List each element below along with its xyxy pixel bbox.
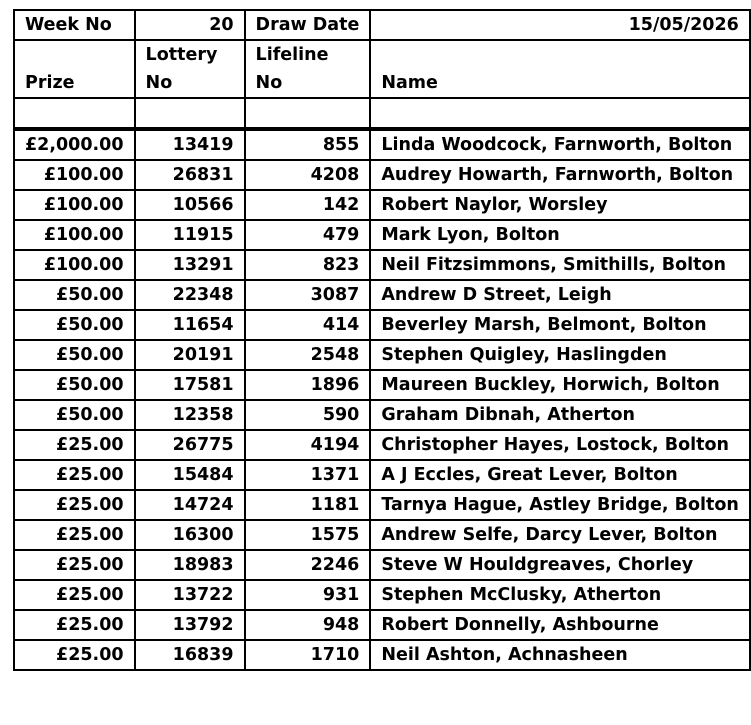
lottery-no-cell: 15484	[135, 460, 245, 490]
lifeline-no-cell: 4208	[245, 160, 371, 190]
draw-date-value: 15/05/2026	[370, 10, 749, 40]
name-cell: Robert Donnelly, Ashbourne	[370, 610, 749, 640]
prize-cell: £50.00	[14, 280, 135, 310]
name-cell: Andrew D Street, Leigh	[370, 280, 749, 310]
draw-date-label: Draw Date	[245, 10, 371, 40]
lifeline-no-cell: 1575	[245, 520, 371, 550]
lifeline-no-cell: 4194	[245, 430, 371, 460]
lottery-no-cell: 26775	[135, 430, 245, 460]
lifeline-no-cell: 2246	[245, 550, 371, 580]
name-cell: Andrew Selfe, Darcy Lever, Bolton	[370, 520, 749, 550]
prize-cell: £50.00	[14, 400, 135, 430]
table-row	[14, 310, 750, 340]
name-cell: Graham Dibnah, Atherton	[370, 400, 749, 430]
lottery-header-line1: Lottery	[145, 45, 218, 65]
name-cell: Neil Ashton, Achnasheen	[370, 640, 749, 670]
lottery-no-cell: 11654	[135, 310, 245, 340]
lottery-header-line2: No	[145, 73, 173, 93]
table-row	[14, 640, 750, 670]
table-row	[14, 400, 750, 430]
table-row	[14, 370, 750, 400]
blank-cell	[370, 98, 749, 129]
lottery-no-cell: 18983	[135, 550, 245, 580]
prize-cell: £100.00	[14, 160, 135, 190]
prize-cell: £2,000.00	[14, 129, 135, 160]
table-row	[14, 220, 750, 250]
lottery-no-cell: 13419	[135, 129, 245, 160]
name-cell: Neil Fitzsimmons, Smithills, Bolton	[370, 250, 749, 280]
table-row	[14, 460, 750, 490]
name-cell: Linda Woodcock, Farnworth, Bolton	[370, 129, 749, 160]
prize-cell: £50.00	[14, 310, 135, 340]
table-row	[14, 430, 750, 460]
table-row	[14, 129, 750, 160]
prize-cell: £25.00	[14, 610, 135, 640]
prize-cell: £100.00	[14, 220, 135, 250]
lottery-no-cell: 16839	[135, 640, 245, 670]
prize-cell: £50.00	[14, 340, 135, 370]
prize-cell: £100.00	[14, 190, 135, 220]
lottery-results-table	[13, 9, 751, 671]
lifeline-no-cell: 414	[245, 310, 371, 340]
lottery-no-cell: 13792	[135, 610, 245, 640]
lifeline-header-line2: No	[255, 73, 283, 93]
name-cell: Christopher Hayes, Lostock, Bolton	[370, 430, 749, 460]
blank-cell	[245, 98, 371, 129]
lottery-no-cell: 26831	[135, 160, 245, 190]
lifeline-no-cell: 590	[245, 400, 371, 430]
blank-row	[14, 98, 750, 129]
name-cell: Mark Lyon, Bolton	[370, 220, 749, 250]
prize-cell: £25.00	[14, 430, 135, 460]
table-row	[14, 190, 750, 220]
table-row	[14, 520, 750, 550]
name-cell: Robert Naylor, Worsley	[370, 190, 749, 220]
blank-cell	[14, 98, 135, 129]
name-column-header: Name	[370, 40, 749, 98]
lifeline-no-cell: 1371	[245, 460, 371, 490]
name-cell: Stephen Quigley, Haslingden	[370, 340, 749, 370]
lifeline-no-column-header	[245, 40, 371, 98]
table-row	[14, 250, 750, 280]
name-cell: Stephen McClusky, Atherton	[370, 580, 749, 610]
prize-cell: £25.00	[14, 520, 135, 550]
table-row	[14, 160, 750, 190]
lifeline-no-cell: 1896	[245, 370, 371, 400]
lottery-no-cell: 12358	[135, 400, 245, 430]
week-label: Week No	[14, 10, 135, 40]
lottery-no-cell: 17581	[135, 370, 245, 400]
lifeline-no-cell: 948	[245, 610, 371, 640]
lifeline-no-cell: 1710	[245, 640, 371, 670]
lifeline-no-cell: 855	[245, 129, 371, 160]
name-cell: Audrey Howarth, Farnworth, Bolton	[370, 160, 749, 190]
table-row	[14, 340, 750, 370]
lottery-no-cell: 20191	[135, 340, 245, 370]
prize-cell: £25.00	[14, 580, 135, 610]
table-row	[14, 580, 750, 610]
prize-cell: £100.00	[14, 250, 135, 280]
table-row	[14, 490, 750, 520]
lifeline-header-line1: Lifeline	[255, 45, 329, 65]
lifeline-no-cell: 1181	[245, 490, 371, 520]
lifeline-no-cell: 3087	[245, 280, 371, 310]
blank-cell	[135, 98, 245, 129]
prize-cell: £25.00	[14, 550, 135, 580]
name-cell: A J Eccles, Great Lever, Bolton	[370, 460, 749, 490]
lottery-no-cell: 14724	[135, 490, 245, 520]
prize-cell: £25.00	[14, 460, 135, 490]
lifeline-no-cell: 2548	[245, 340, 371, 370]
table-row	[14, 280, 750, 310]
lottery-no-column-header	[135, 40, 245, 98]
name-cell: Tarnya Hague, Astley Bridge, Bolton	[370, 490, 749, 520]
lottery-no-cell: 11915	[135, 220, 245, 250]
header-row	[14, 10, 750, 40]
lottery-no-cell: 13291	[135, 250, 245, 280]
table-row	[14, 550, 750, 580]
name-cell: Maureen Buckley, Horwich, Bolton	[370, 370, 749, 400]
lifeline-no-cell: 142	[245, 190, 371, 220]
table-row	[14, 610, 750, 640]
lifeline-no-cell: 823	[245, 250, 371, 280]
lifeline-no-cell: 479	[245, 220, 371, 250]
lottery-no-cell: 13722	[135, 580, 245, 610]
week-value: 20	[135, 10, 245, 40]
column-header-row	[14, 40, 750, 98]
lifeline-no-cell: 931	[245, 580, 371, 610]
prize-cell: £50.00	[14, 370, 135, 400]
name-cell: Steve W Houldgreaves, Chorley	[370, 550, 749, 580]
prize-cell: £25.00	[14, 640, 135, 670]
prize-column-header: Prize	[14, 40, 135, 98]
lottery-no-cell: 10566	[135, 190, 245, 220]
lottery-no-cell: 22348	[135, 280, 245, 310]
name-cell: Beverley Marsh, Belmont, Bolton	[370, 310, 749, 340]
prize-cell: £25.00	[14, 490, 135, 520]
lottery-no-cell: 16300	[135, 520, 245, 550]
